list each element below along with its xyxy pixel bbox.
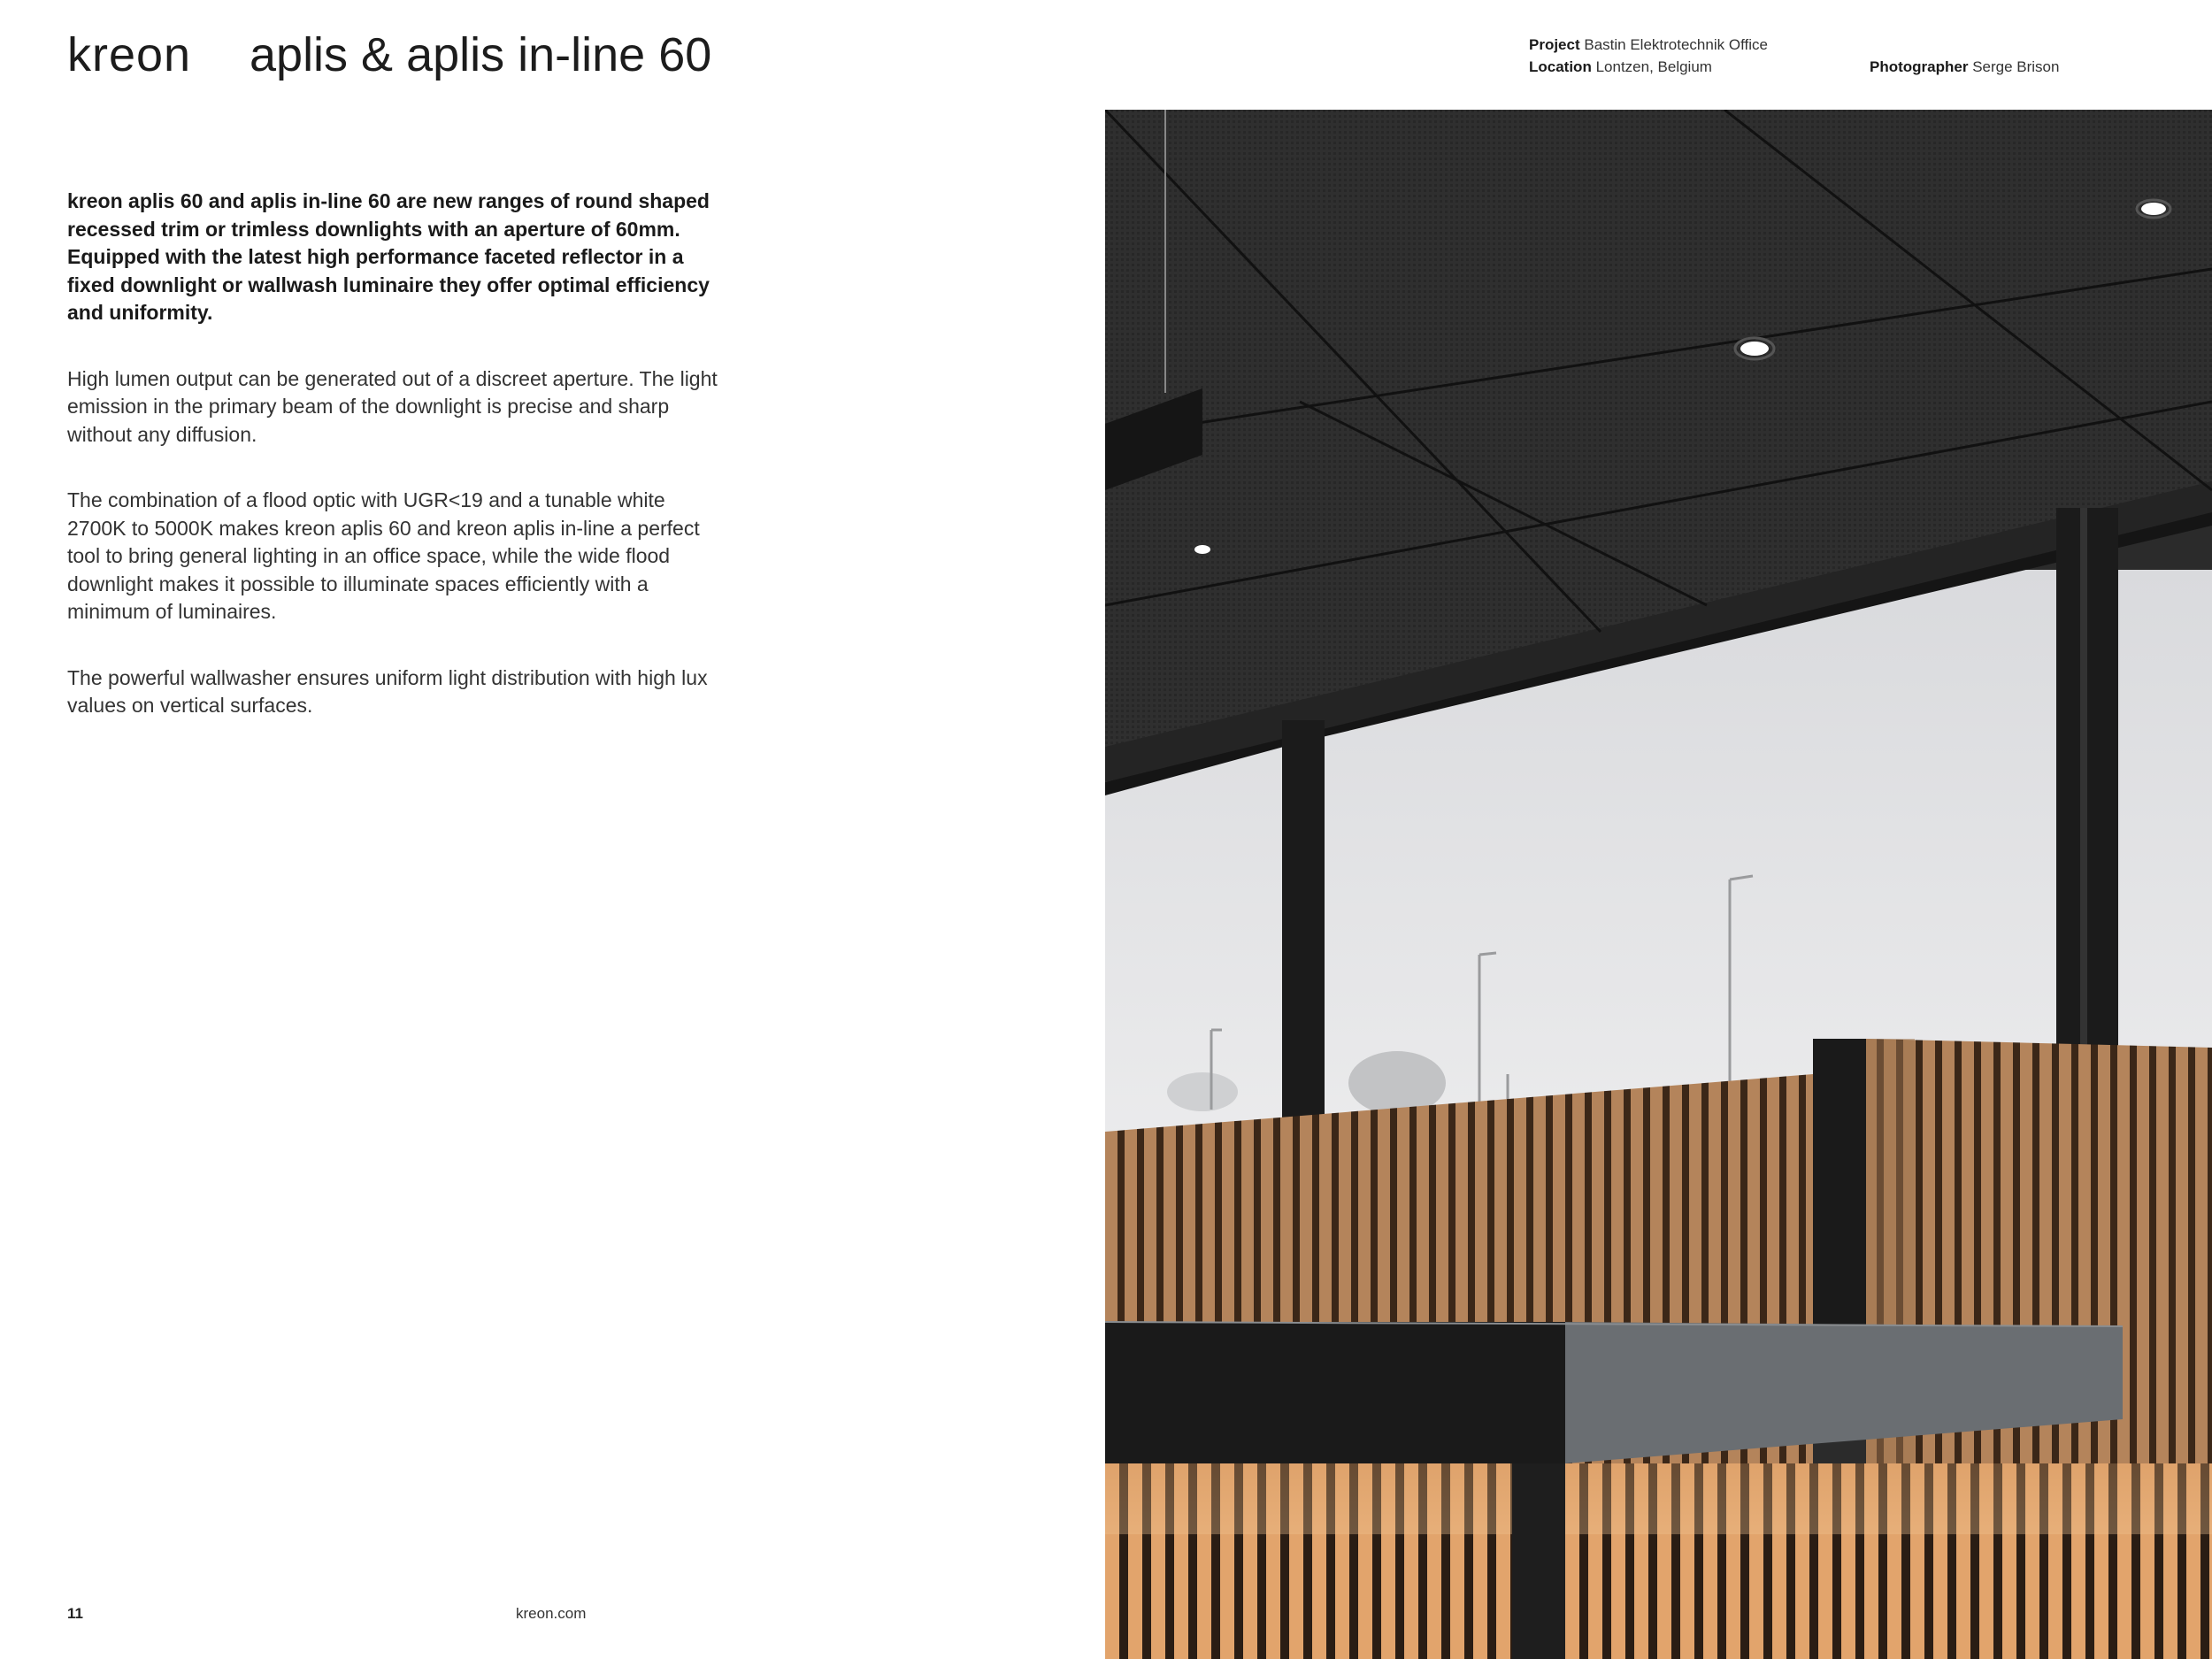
intro-paragraph: kreon aplis 60 and aplis in-line 60 are new ranges of round shaped recessed trim or trimless downlights with an aperture of 60mm. Equipped with the latest high performance faceted reflector in a fixed downlight or wallwash luminaire they offer optimal efficiency and uniformity. xyxy=(67,189,710,324)
photographer-credits xyxy=(1870,56,2059,78)
body-paragraph: The combination of a flood optic with UGR<19 and a tunable white 2700K to 5000K makes kreon aplis 60 and kreon aplis in-line a perfect tool to bring general lighting in an office space, while the wide flood downlight makes it possible to illuminate spaces efficiently with a minimum of luminaires. xyxy=(67,488,700,623)
body-text xyxy=(67,188,722,758)
location-value: Lontzen, Belgium xyxy=(1595,58,1712,75)
photographer-value: Serge Brison xyxy=(1972,58,2060,75)
office-interior-photo xyxy=(1105,110,2212,1659)
project-credit xyxy=(1529,34,1768,56)
project-label: Project xyxy=(1529,36,1580,53)
page-number: 11 xyxy=(67,1605,83,1622)
location-credit xyxy=(1529,56,1768,78)
footer-url: kreon.com xyxy=(516,1605,587,1622)
tree-shape xyxy=(1167,1072,1238,1111)
photographer-label: Photographer xyxy=(1870,58,1969,75)
project-credits xyxy=(1529,34,1768,78)
photographer-credit xyxy=(1870,56,2059,78)
page-title: aplis & aplis in-line 60 xyxy=(250,28,712,81)
body-paragraph: High lumen output can be generated out of a discreet aperture. The light emission in the primary beam of the downlight is precise and sharp without any diffusion. xyxy=(67,366,718,446)
counter-front xyxy=(1105,1322,1565,1463)
location-label: Location xyxy=(1529,58,1592,75)
body-paragraph: The powerful wallwasher ensures uniform light distribution with high lux values on vertical surfaces. xyxy=(67,665,708,717)
brand-logo: kreon xyxy=(67,28,192,81)
counter-shadow xyxy=(1512,1463,1565,1659)
photo-illustration xyxy=(1105,110,2212,1659)
slat-glow xyxy=(1105,1463,2212,1534)
project-value: Bastin Elektrotechnik Office xyxy=(1584,36,1768,53)
